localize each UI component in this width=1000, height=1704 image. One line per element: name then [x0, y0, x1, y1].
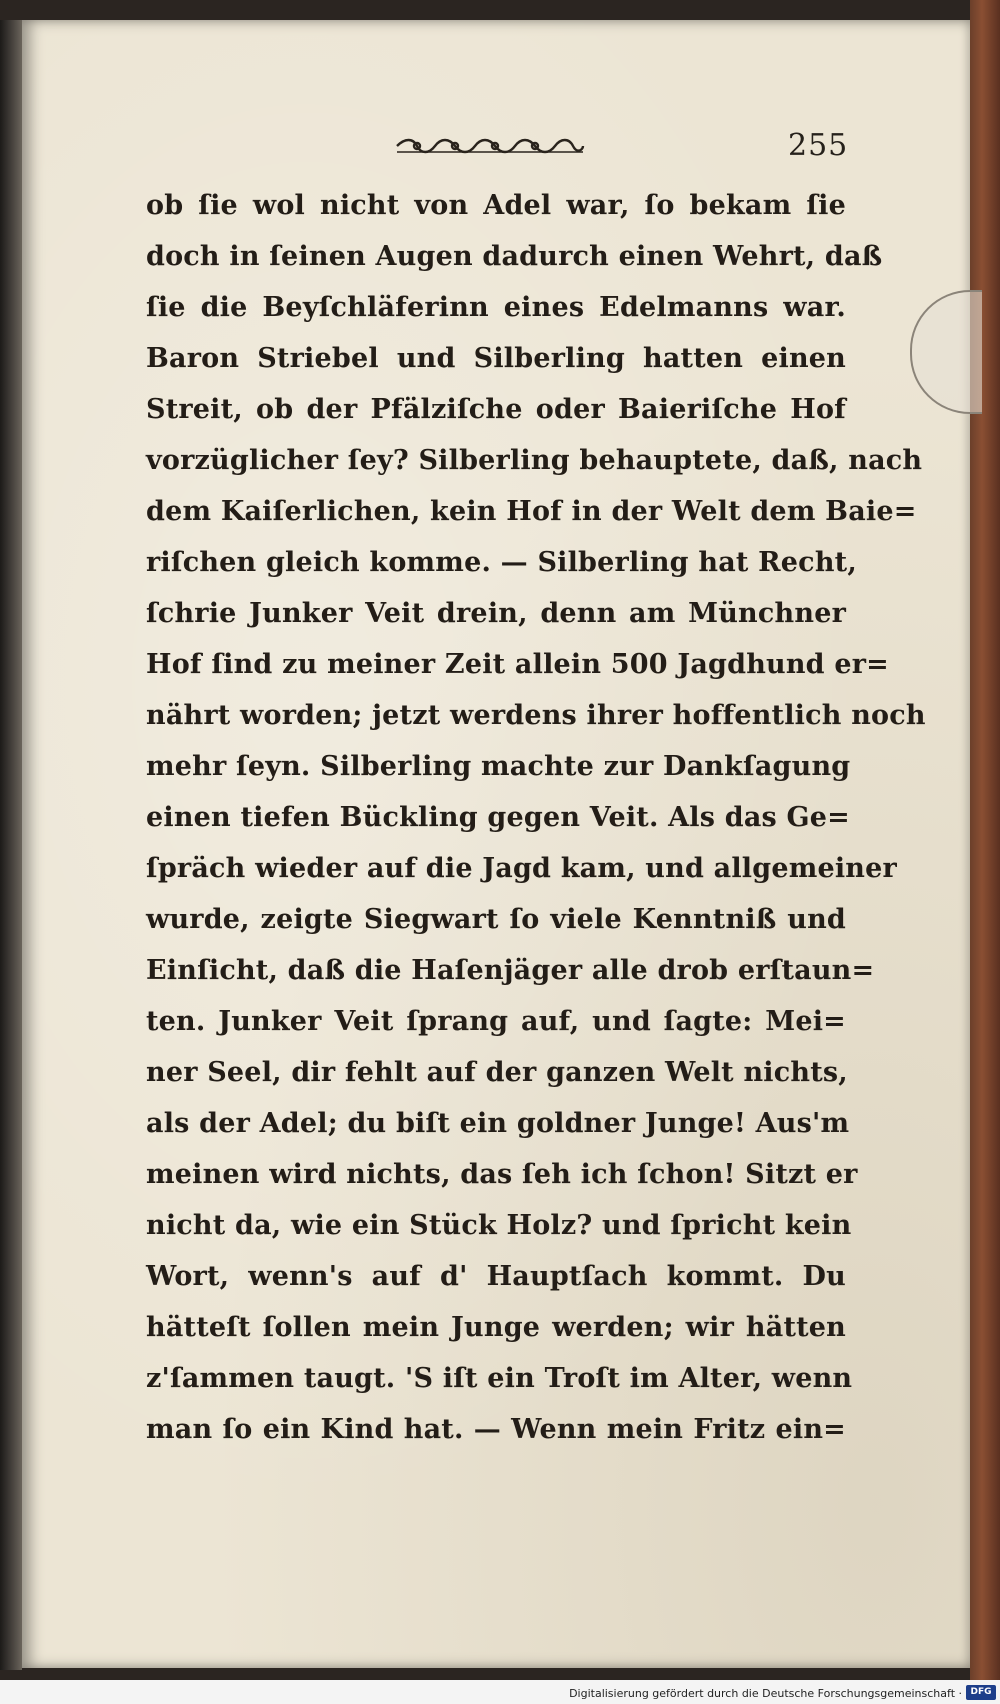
- text-line: einen tiefen Bückling gegen Veit. Als das Ge=: [146, 802, 850, 833]
- text-line: mehr ſeyn. Silberling machte zur Dankſagung: [146, 751, 851, 782]
- digitization-footer: [0, 1680, 1000, 1704]
- text-line: wurde, zeigte Siegwart ſo viele Kenntniß und: [146, 904, 846, 935]
- book-fore-edge: [970, 0, 1000, 1680]
- body-text: [146, 180, 926, 1455]
- text-line: Wort, wenn's auf d' Hauptſach kommt. Du: [146, 1261, 846, 1292]
- text-line: Baron Striebel und Silberling hatten einen: [146, 343, 846, 374]
- text-line: Einſicht, daß die Haſenjäger alle drob erſtaun=: [146, 955, 875, 986]
- text-line: ob ſie wol nicht von Adel war, ſo bekam ſie: [146, 190, 846, 221]
- text-line: riſchen gleich komme. — Silberling hat Recht,: [146, 547, 857, 578]
- dfg-logo: DFG: [966, 1685, 996, 1700]
- text-line: vorzüglicher ſey? Silberling behauptete, daß, nach: [146, 445, 923, 476]
- text-line: nicht da, wie ein Stück Holz? und ſpricht kein: [146, 1210, 852, 1241]
- text-line: als der Adel; du biſt ein goldner Junge! Aus'm: [146, 1108, 850, 1139]
- text-line: ſpräch wieder auf die Jagd kam, und allgemeiner: [146, 853, 897, 884]
- text-line: nährt worden; jetzt werdens ihrer hoffentlich noch: [146, 700, 926, 731]
- text-line: man ſo ein Kind hat. — Wenn mein Fritz ein=: [146, 1414, 846, 1445]
- text-line: ſie die Beyſchläferinn eines Edelmanns war.: [146, 292, 846, 323]
- book-spine-edge: [0, 20, 22, 1670]
- page-header: [22, 128, 970, 168]
- ornament-rule-icon: [395, 138, 585, 154]
- book-page: [22, 20, 970, 1668]
- funding-notice: Digitalisierung gefördert durch die Deutsche Forschungsgemeinschaft ·: [569, 1687, 962, 1700]
- text-line: ner Seel, dir fehlt auf der ganzen Welt nichts,: [146, 1057, 848, 1088]
- text-line: meinen wird nichts, das ſeh ich ſchon! Sitzt er: [146, 1159, 858, 1190]
- text-line: ſchrie Junker Veit drein, denn am Münchner: [146, 598, 846, 629]
- text-line: ten. Junker Veit ſprang auf, und ſagte: Mei=: [146, 1006, 846, 1037]
- text-line: hätteſt ſollen mein Junge werden; wir hätten: [146, 1312, 846, 1343]
- text-line: Hof ſind zu meiner Zeit allein 500 Jagdhund er=: [146, 649, 889, 680]
- text-line: dem Kaiſerlichen, kein Hof in der Welt dem Baie=: [146, 496, 917, 527]
- page-number: 255: [788, 128, 849, 163]
- text-line: Streit, ob der Pfälziſche oder Baieriſche Hof: [146, 394, 846, 425]
- text-line: doch in ſeinen Augen dadurch einen Wehrt, daß: [146, 241, 883, 272]
- text-line: z'ſammen taugt. 'S iſt ein Troſt im Alter, wenn: [146, 1363, 853, 1394]
